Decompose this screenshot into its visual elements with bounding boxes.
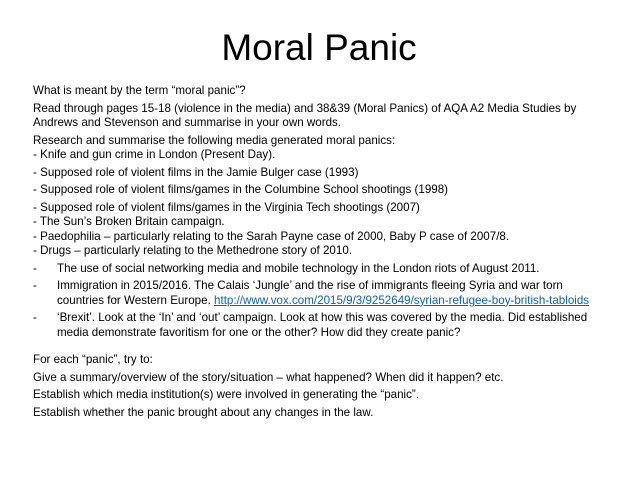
list-item-paedophilia: - Paedophilia – particularly relating to the Sarah Payne case of 2000, Baby P case of 2007/8.	[33, 229, 510, 243]
reading-instruction: Read through pages 15-18 (violence in the media) and 38&39 (Moral Panics) of AQA A2 Media Studies by Andrews and Stevenson and summarise in your own words.	[33, 101, 577, 129]
bullet-dash: -	[33, 311, 37, 325]
list-item-jamie-bulger: - Supposed role of violent films in the Jamie Bulger case (1993)	[33, 165, 359, 179]
bullet-text: The use of social networking media and mobile technology in the London riots of August 2011.	[57, 261, 540, 275]
bullet-text: Immigration in 2015/2016. The Calais ‘Jungle’ and the rise of immigrants fleeing Syria and war torn countries for Western Europe.	[57, 279, 563, 307]
list-item-columbine: - Supposed role of violent films/games in the Columbine School shootings (1998)	[33, 183, 449, 197]
research-instruction: Research and summarise the following media generated moral panics:	[33, 133, 396, 147]
list-item-knife-crime: - Knife and gun crime in London (Present Day).	[33, 148, 276, 161]
tasks-intro: For each “panic”, try to:	[33, 353, 153, 367]
bullet-brexit	[33, 311, 603, 340]
task-institutions: Establish which media institution(s) were involved in generating the “panic”.	[33, 388, 420, 402]
bullet-text-container	[57, 279, 603, 308]
bullet-text: ‘Brexit’. Look at the ‘In’ and ‘out’ campaign. Look at how this was covered by the media. Did established media demonstrate favoritism for one or the other? How did they create panic?	[57, 311, 588, 339]
slide-content	[33, 84, 603, 424]
task-summary: Give a summary/overview of the story/situation – what happened? When did it happen? etc.	[33, 370, 504, 384]
bullet-dash: -	[33, 261, 37, 275]
bullet-immigration	[33, 279, 603, 308]
list-item-drugs: - Drugs – particularly relating to the Methedrone story of 2010.	[33, 244, 352, 257]
bullet-london-riots	[33, 262, 603, 276]
task-law-changes: Establish whether the panic brought about any changes in the law.	[33, 405, 374, 419]
slide-title: Moral Panic	[221, 27, 417, 68]
list-item-virginia-tech: - Supposed role of violent films/games in the Virginia Tech shootings (2007)	[33, 200, 420, 214]
spacer	[33, 343, 603, 353]
question-moral-panic: What is meant by the term “moral panic”?	[33, 84, 246, 97]
bullet-dash: -	[33, 279, 37, 293]
vox-article-link[interactable]: http://www.vox.com/2015/9/3/9252649/syrian-refugee-boy-british-tabloids	[214, 293, 590, 307]
list-item-broken-britain: - The Sun’s Broken Britain campaign.	[33, 215, 225, 229]
